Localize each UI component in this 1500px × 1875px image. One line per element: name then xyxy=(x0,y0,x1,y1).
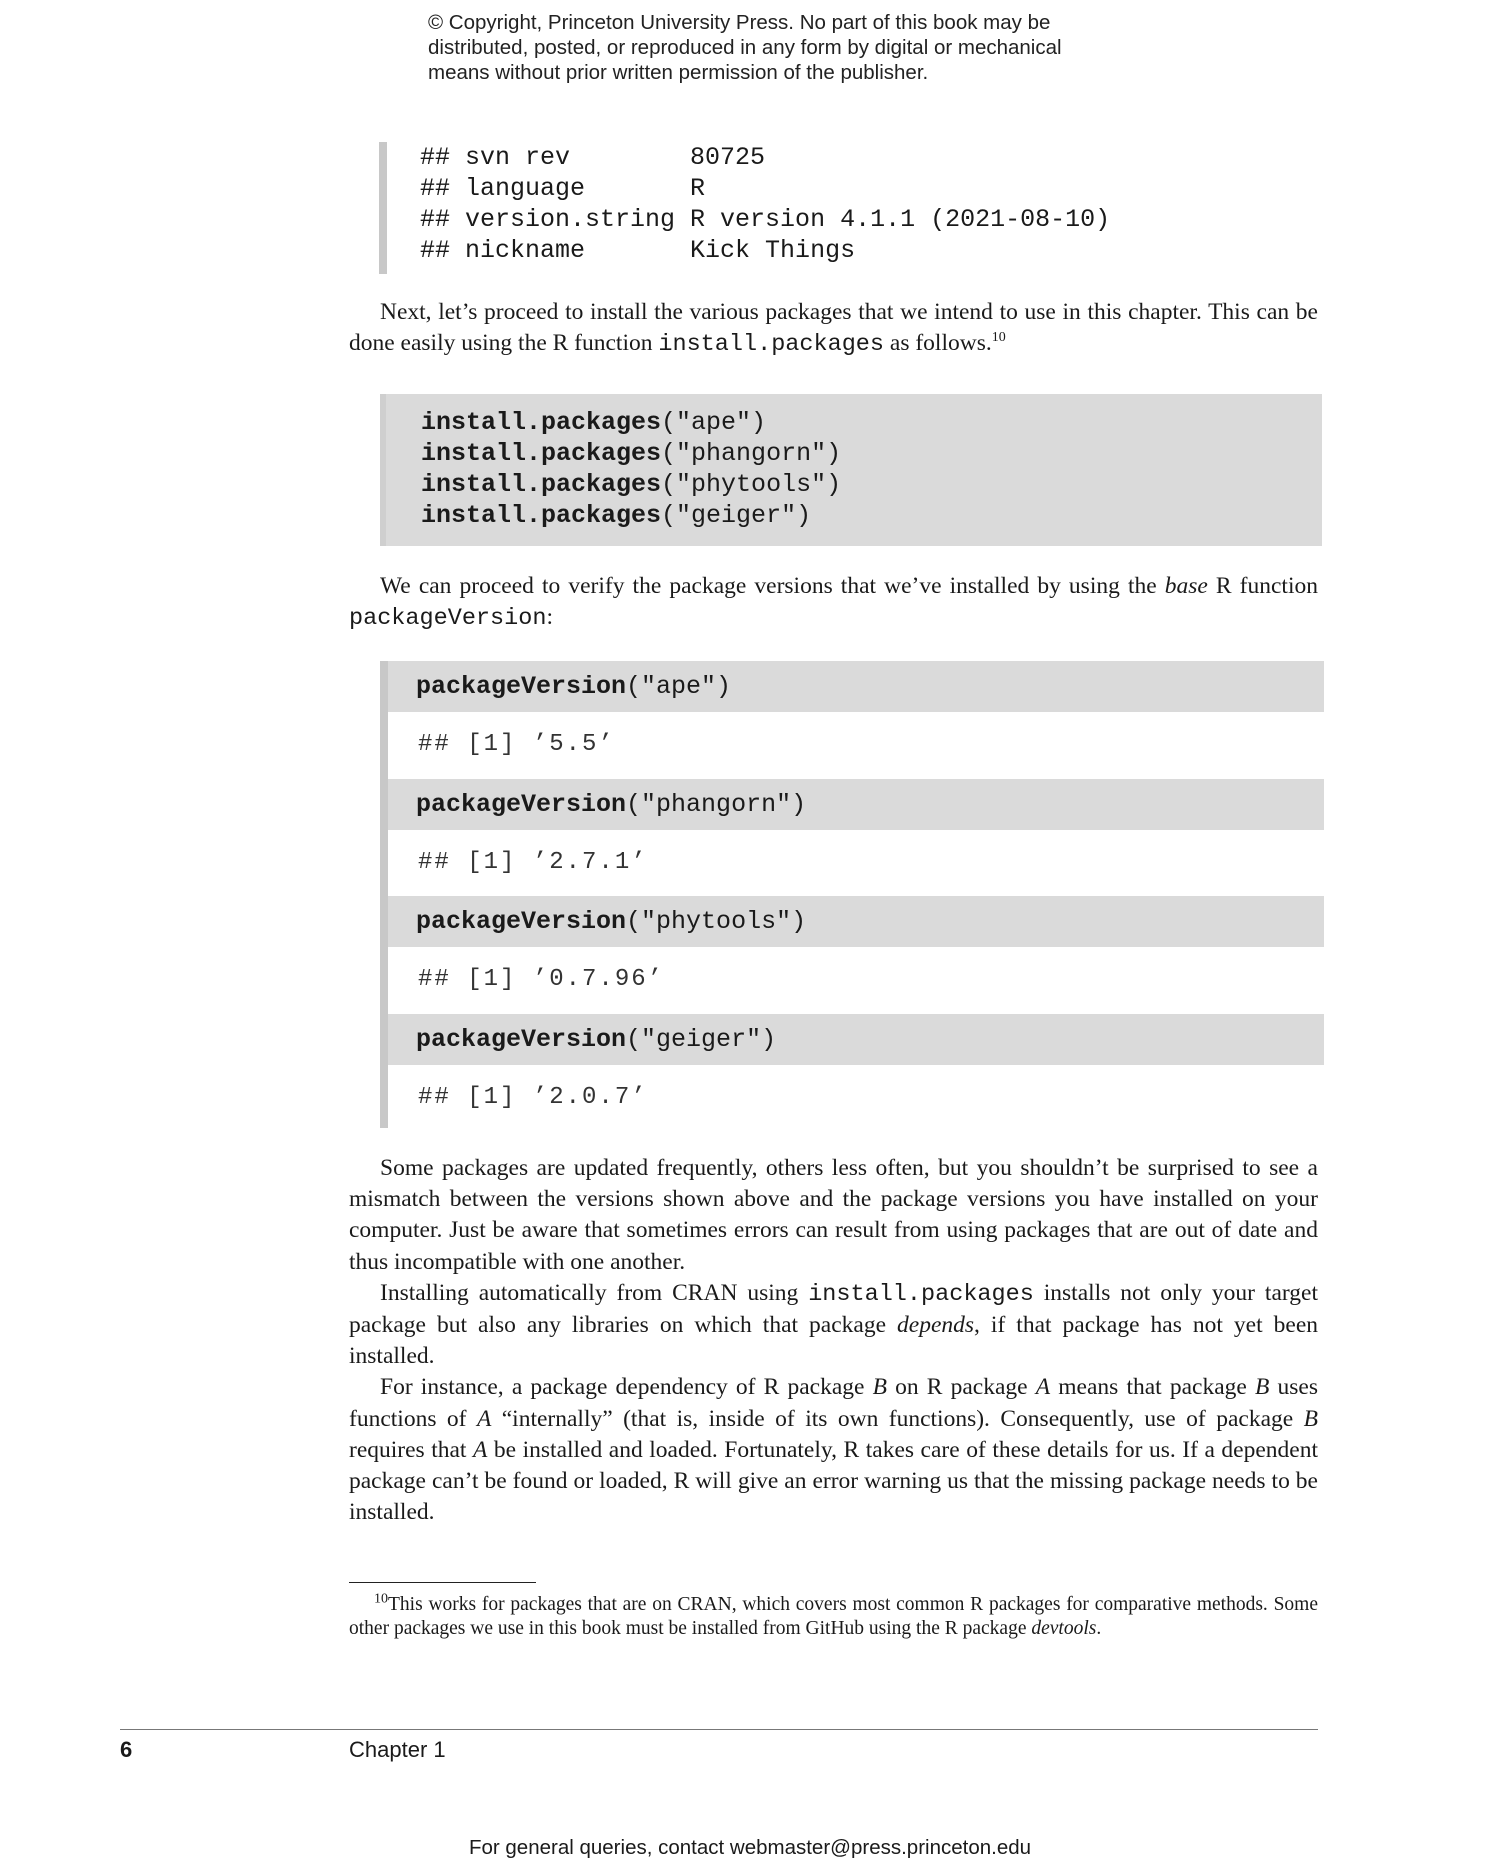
emphasis: B xyxy=(1255,1374,1270,1401)
output-line: ## [1] ’5.5’ xyxy=(418,731,615,758)
emphasis: B xyxy=(1303,1405,1318,1432)
text-run: . xyxy=(1096,1618,1102,1639)
function-args: ("phytools") xyxy=(626,907,807,937)
text-run: on R package xyxy=(886,1374,1036,1401)
emphasis: base xyxy=(1164,573,1208,599)
code-line xyxy=(388,1014,1324,1065)
function-args: ("ape") xyxy=(661,408,767,437)
function-args: ("geiger") xyxy=(661,501,812,530)
emphasis: B xyxy=(872,1374,887,1401)
emphasis: depends xyxy=(897,1312,975,1339)
output-line: ## [1] ’2.0.7’ xyxy=(418,1083,648,1111)
inline-code: packageVersion xyxy=(349,605,547,633)
text-run: “internally” (that is, inside of its own functions). Consequently, use of package xyxy=(491,1405,1304,1432)
function-name: packageVersion xyxy=(416,1024,627,1054)
output-line: ## language R xyxy=(420,174,706,203)
text-run: installs not only your target package but also any libraries on which that package xyxy=(349,1279,1318,1339)
copyright-line: means without prior written permission of the publisher. xyxy=(428,61,929,84)
output-line: ## nickname Kick Things xyxy=(420,236,856,265)
text-run: , if that package has not yet been installed. xyxy=(349,1312,1318,1370)
paragraph-verify-versions xyxy=(349,571,1318,634)
footnote-ref: 10 xyxy=(374,1591,388,1607)
function-args: ("phangorn") xyxy=(626,789,807,819)
code-line xyxy=(388,661,1324,712)
copyright-line: distributed, posted, or reproduced in any form by digital or mechanical xyxy=(428,36,1062,59)
paragraph-install-intro xyxy=(349,297,1318,360)
paragraph-version-mismatch xyxy=(349,1153,1318,1278)
code-line xyxy=(421,438,1322,469)
text-run: requires that xyxy=(349,1436,473,1463)
function-name: install.packages xyxy=(421,501,662,530)
function-name: install.packages xyxy=(421,408,662,437)
paragraph-dependencies xyxy=(349,1278,1318,1373)
package-version-code-block xyxy=(380,661,1324,1128)
function-args: ("geiger") xyxy=(626,1024,777,1054)
output-line: ## svn rev 80725 xyxy=(420,143,766,172)
inline-code: install.packages xyxy=(658,331,885,359)
contact-notice: For general queries, contact webmaster@press.princeton.edu xyxy=(468,1836,1032,1859)
copyright-line: © Copyright, Princeton University Press. No part of this book may be xyxy=(428,11,1051,34)
session-info-output-block xyxy=(379,142,1327,274)
footnote xyxy=(349,1593,1318,1641)
function-args: ("ape") xyxy=(626,672,732,701)
text-run: This works for packages that are on CRAN, which covers most common R packages for comparative methods. Some other packages we use in this book must be installed from GitHub using the R package xyxy=(349,1594,1318,1639)
code-line xyxy=(388,779,1324,830)
output-line: ## [1] ’0.7.96’ xyxy=(418,966,665,994)
body-text xyxy=(349,1153,1318,1528)
function-name: packageVersion xyxy=(416,907,627,937)
footer-divider xyxy=(120,1729,1318,1730)
function-args: ("phytools") xyxy=(661,470,842,499)
emphasis: A xyxy=(476,1405,492,1432)
text-run: Installing automatically from CRAN using xyxy=(380,1279,809,1306)
output-line: ## [1] ’2.7.1’ xyxy=(418,848,648,876)
text-run: be installed and loaded. Fortunately, R takes care of these details for us. If a dependent package can’t be found or loaded, R will give an error warning us that the missing package needs to be installed. xyxy=(349,1436,1318,1526)
text-run: as follows. xyxy=(884,330,992,357)
text-run: R function xyxy=(1207,573,1318,599)
paragraph-dependency-example xyxy=(349,1372,1318,1528)
function-name: install.packages xyxy=(421,439,662,468)
code-line xyxy=(421,407,1322,438)
function-name: packageVersion xyxy=(416,789,627,819)
inline-code: install.packages xyxy=(808,1280,1034,1308)
footnote-divider xyxy=(349,1582,536,1583)
page-number: 6 xyxy=(120,1737,133,1762)
code-line xyxy=(388,896,1324,947)
function-args: ("phangorn") xyxy=(661,439,842,468)
function-name: packageVersion xyxy=(416,672,627,701)
text-run: Some packages are updated frequently, others less often, but you shouldn’t be surprised to see a mismatch between the versions shown above and the package versions you have installed on your computer. Just be aware that sometimes errors can result from using packages that are out of date and thus incompatible with one another. xyxy=(349,1155,1318,1275)
output-line: ## version.string R version 4.1.1 (2021-08-10) xyxy=(420,205,1111,234)
function-name: install.packages xyxy=(421,470,662,499)
emphasis: devtools xyxy=(1031,1618,1097,1639)
text-run: We can proceed to verify the package versions that we’ve installed by using the xyxy=(380,573,1165,599)
copyright-notice xyxy=(428,10,1062,85)
text-run: : xyxy=(546,604,553,631)
code-line xyxy=(421,500,1322,531)
install-code-block xyxy=(380,394,1322,546)
text-run: means that package xyxy=(1050,1374,1255,1401)
text-run: For instance, a package dependency of R package xyxy=(380,1374,873,1401)
text-run: Next, let’s proceed to install the various packages that we intend to use in this chapter. This can be done easily using the R function xyxy=(349,299,1318,357)
emphasis: A xyxy=(1035,1374,1051,1401)
running-footer-chapter: Chapter 1 xyxy=(349,1737,446,1762)
footnote-ref: 10 xyxy=(991,330,1006,346)
text-run: uses functions of xyxy=(349,1374,1318,1432)
code-line xyxy=(421,469,1322,500)
emphasis: A xyxy=(473,1436,488,1463)
